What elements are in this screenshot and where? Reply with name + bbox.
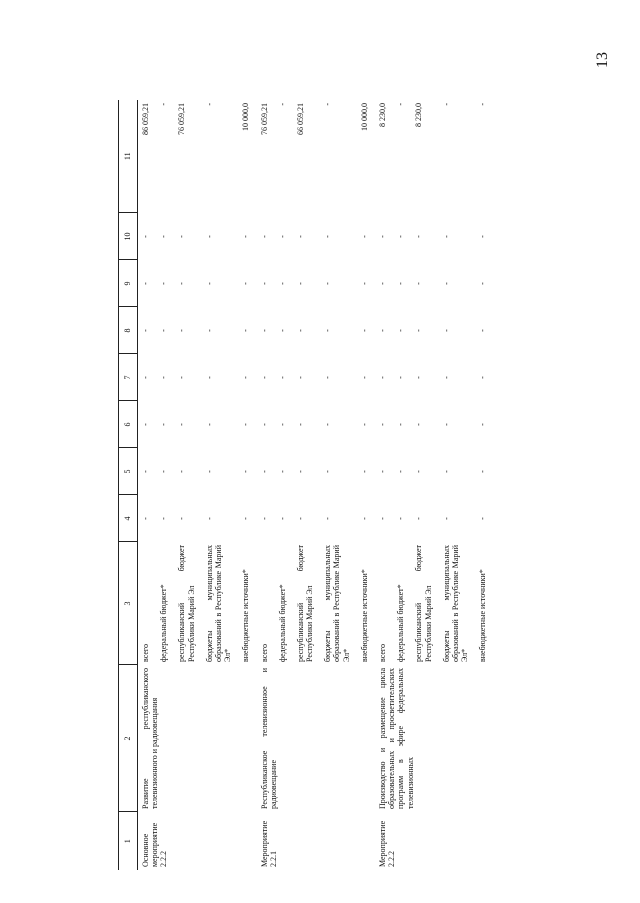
page-number: 13 [594,52,611,68]
value-cell: - [277,423,287,426]
value-cell: - [295,470,305,473]
value-cell: - [414,376,424,379]
value-cell: - [378,470,387,473]
value-cell: - [414,470,424,473]
col-header: 5 [119,448,138,495]
measure-code: Мероприятие 2.2.2 [378,820,397,867]
col-header: 3 [119,542,138,665]
value-cell: - [323,235,333,238]
value-cell: - [141,282,150,285]
value-cell: - [359,376,369,379]
measure-code: Основное мероприятие 2.2.2 [141,822,169,867]
value-cell: - [277,470,287,473]
value-cell: - [159,282,169,285]
value-cell: - [204,470,214,473]
col-header: 7 [119,354,138,401]
value-cell: - [159,517,169,520]
amount-cell: 8 230,0 [414,103,424,127]
budget-table [118,100,494,870]
col-header: 9 [119,260,138,307]
value-cell: - [414,282,424,285]
value-cell: - [441,235,451,238]
value-cell: - [241,235,251,238]
value-cell: - [323,423,333,426]
value-cell: - [441,376,451,379]
value-cell: - [378,376,387,379]
value-cell: - [478,470,488,473]
value-cell: - [396,235,406,238]
value-cell: - [378,235,387,238]
value-cell: - [241,470,251,473]
value-cell: - [204,329,214,332]
amount-cell: 10 000,0 [241,103,251,131]
value-cell: - [177,470,187,473]
value-cell: - [396,329,406,332]
amount-cell: 76 059,21 [259,103,269,135]
value-cell: - [141,329,150,332]
value-cell: - [177,329,187,332]
amount-cell: - [396,103,406,106]
value-cell: - [159,376,169,379]
amount-cell: 8 230,0 [378,103,387,127]
value-cell: - [159,470,169,473]
value-cell: - [359,235,369,238]
col-header: 1 [119,812,138,870]
value-cell: - [259,329,269,332]
value-cell: - [414,329,424,332]
value-cell: - [259,517,269,520]
value-cell: - [295,517,305,520]
funding-source: всего [378,643,387,662]
value-cell: - [204,235,214,238]
value-cell: - [414,423,424,426]
value-cell: - [295,235,305,238]
value-cell: - [359,423,369,426]
value-cell: - [204,517,214,520]
value-cell: - [259,282,269,285]
value-cell: - [259,470,269,473]
value-cell: - [159,235,169,238]
rotated-table-frame [118,100,640,870]
amount-cell: - [323,103,333,106]
value-cell: - [141,376,150,379]
funding-source: бюджеты муниципальных образований в Республике Марий Эл* [441,545,470,662]
value-cell: - [478,329,488,332]
value-cell: - [323,282,333,285]
col-header: 2 [119,665,138,812]
value-cell: - [323,376,333,379]
value-cell: - [141,235,150,238]
amount-cell: 66 059,21 [295,103,305,135]
value-cell: - [414,517,424,520]
value-cell: - [295,376,305,379]
value-cell: - [204,423,214,426]
value-cell: - [277,329,287,332]
funding-source: бюджеты муниципальных образований в Республике Марий Эл* [323,545,351,662]
value-cell: - [241,282,251,285]
amount-cell: - [277,103,287,106]
value-cell: - [241,423,251,426]
value-cell: - [277,282,287,285]
value-cell: - [259,235,269,238]
amount-cell: - [204,103,214,106]
measure-name: Производство и размещение цикла образовательных и просветительских программ в эфире федеральных телевизионных [378,668,415,809]
funding-source: бюджеты муниципальных образований в Республике Марий Эл* [204,545,233,662]
measure-name: Развитие республиканского телевизионного и радиовещания [141,668,160,809]
value-cell: - [177,282,187,285]
value-cell: - [378,282,387,285]
value-cell: - [378,517,387,520]
funding-source: всего [259,643,269,662]
value-cell: - [441,517,451,520]
value-cell: - [359,282,369,285]
value-cell: - [441,282,451,285]
value-cell: - [177,517,187,520]
funding-source: республиканский бюджет Республики Марий Эл [295,545,315,662]
value-cell: - [441,423,451,426]
amount-cell: 86 059,21 [141,103,150,135]
funding-source: республиканский бюджет Республики Марий Эл [414,545,433,662]
header-row [119,100,138,870]
amount-cell: - [159,103,169,106]
value-cell: - [141,423,150,426]
amount-cell: 76 059,21 [177,103,187,135]
value-cell: - [259,376,269,379]
col-header: 10 [119,213,138,260]
value-cell: - [141,470,150,473]
funding-source: внебюджетные источники* [359,569,369,662]
table-row [138,100,157,870]
value-cell: - [204,376,214,379]
measure-name: Республиканское телевизионное и радиовещание [259,668,278,809]
value-cell: - [359,329,369,332]
value-cell: - [396,423,406,426]
amount-cell: - [441,103,451,106]
value-cell: - [378,329,387,332]
value-cell: - [323,329,333,332]
table-body [138,100,494,870]
value-cell: - [396,282,406,285]
value-cell: - [295,329,305,332]
value-cell: - [177,376,187,379]
value-cell: - [159,329,169,332]
value-cell: - [241,376,251,379]
value-cell: - [478,423,488,426]
value-cell: - [396,376,406,379]
value-cell: - [396,470,406,473]
value-cell: - [478,235,488,238]
value-cell: - [323,470,333,473]
value-cell: - [141,517,150,520]
value-cell: - [441,329,451,332]
col-header: 6 [119,401,138,448]
funding-source: всего [141,643,150,662]
value-cell: - [478,282,488,285]
value-cell: - [277,235,287,238]
value-cell: - [241,329,251,332]
measure-code: Мероприятие 2.2.1 [259,820,278,867]
funding-source: внебюджетные источники* [478,569,488,662]
col-header: 11 [119,100,138,213]
funding-source: федеральный бюджет* [396,584,406,662]
value-cell: - [396,517,406,520]
value-cell: - [359,470,369,473]
value-cell: - [359,517,369,520]
funding-source: внебюджетные источники* [241,569,251,662]
amount-cell: - [478,103,488,106]
value-cell: - [159,423,169,426]
value-cell: - [241,517,251,520]
value-cell: - [277,376,287,379]
value-cell: - [378,423,387,426]
value-cell: - [295,282,305,285]
value-cell: - [204,282,214,285]
value-cell: - [414,235,424,238]
table-row [257,100,275,870]
amount-cell: 10 000,0 [359,103,369,131]
col-header: 8 [119,307,138,354]
value-cell: - [177,235,187,238]
value-cell: - [478,517,488,520]
funding-source: федеральный бюджет* [277,584,287,662]
value-cell: - [323,517,333,520]
col-header: 4 [119,495,138,542]
funding-source: федеральный бюджет* [159,584,169,662]
table-row [375,100,393,870]
value-cell: - [295,423,305,426]
value-cell: - [177,423,187,426]
value-cell: - [478,376,488,379]
value-cell: - [277,517,287,520]
funding-source: республиканский бюджет Республики Марий Эл [177,545,196,662]
value-cell: - [259,423,269,426]
value-cell: - [441,470,451,473]
